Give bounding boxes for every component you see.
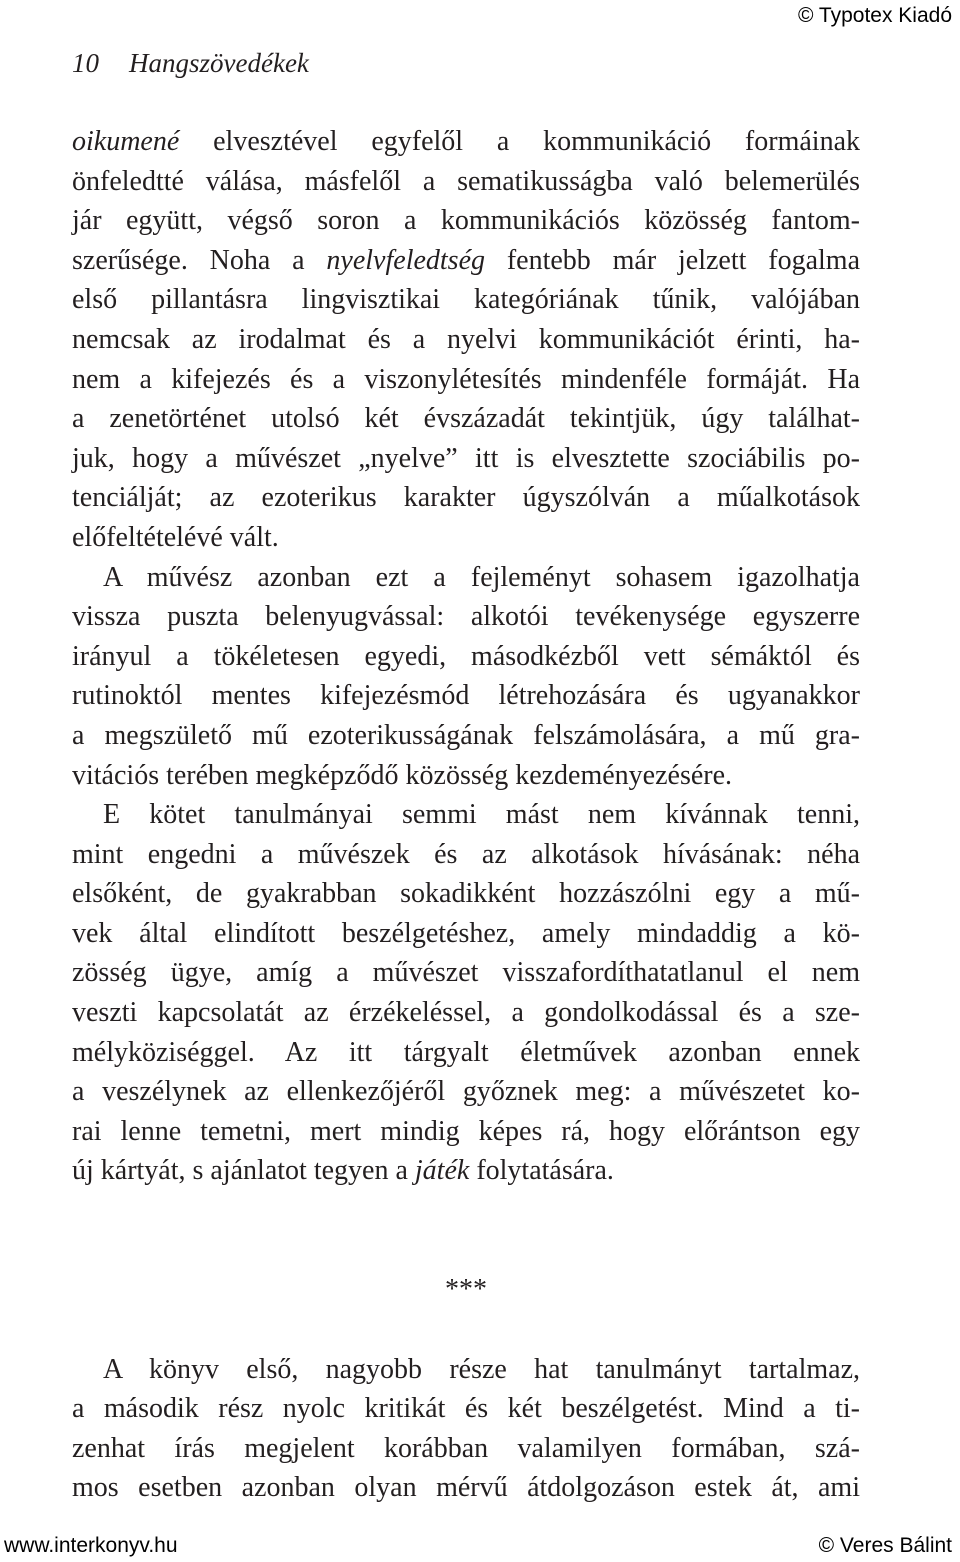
text-line [72,399,860,439]
text-segment: új kártyát, s ajánlatot tegyen a [72,1155,415,1187]
page-number: 10 [72,48,99,78]
page-body [72,122,860,1508]
text-segment: vek által elindított beszélgetéshez, amely mindaddig a kö- [72,917,860,949]
text-segment: E kötet tanulmányai semmi mást nem kívánnak tenni, [103,799,860,831]
text-line [72,756,860,796]
text-segment: vitációs terében megképződő közösség kezdeményezésére. [72,759,733,791]
text-line [72,676,860,716]
website-link[interactable]: www.interkonyv.hu [4,1534,178,1557]
text-segment: nemcsak az irodalmat és a nyelvi kommunikációt érinti, ha- [72,323,860,355]
text-segment: első pillantásra lingvisztikai kategóriának tűnik, valójában [72,284,860,316]
text-line [72,1429,860,1469]
text-line [72,993,860,1033]
text-segment: A könyv első, nagyobb része hat tanulmányt tartalmaz, [103,1353,860,1385]
text-segment: irányul a tökéletesen egyedi, másodkézből vett sémáktól és [72,640,860,672]
text-line [72,914,860,954]
text-segment: A művész azonban ezt a fejleményt sohasem igazolhatja [103,561,860,593]
text-line [72,1033,860,1073]
paragraph [72,1350,860,1508]
text-line [72,874,860,914]
text-segment: mos esetben azonban olyan mérvű átdolgozáson estek át, ami [72,1472,860,1504]
italic-term: nyelvfeledtség [326,244,486,276]
copyright-author: © Veres Bálint [818,1534,952,1557]
text-segment: folytatására. [469,1155,614,1187]
running-header [72,48,309,79]
text-line [72,122,860,162]
paragraph [72,795,860,1191]
text-segment: mélyköziséggel. Az itt tárgyalt életművek azonban ennek [72,1036,860,1068]
text-line [72,795,860,835]
running-title: Hangszövedékek [129,48,309,78]
text-segment: vissza puszta belenyugvással: alkotói tevékenysége egyszerre [72,601,860,633]
text-line [72,558,860,598]
text-segment: veszti kapcsolatát az érzékeléssel, a gondolkodással és a sze- [72,997,860,1029]
text-segment: a veszélynek az ellenkezőjéről győznek meg: a művészetet ko- [72,1076,860,1108]
text-segment: juk, hogy a művészet „nyelve” itt is elvesztette szociábilis po- [72,442,860,474]
text-line [72,201,860,241]
text-segment: a zenetörténet utolsó két évszázadát tekintjük, úgy találhat- [72,403,860,435]
italic-term: játék [414,1155,470,1187]
text-line [72,1112,860,1152]
text-segment: a második rész nyolc kritikát és két beszélgetést. Mind a ti- [72,1393,860,1425]
text-segment: jár együtt, végső soron a kommunikációs közösség fantom- [72,205,860,237]
copyright-publisher: © Typotex Kiadó [797,4,952,27]
text-line [72,439,860,479]
text-segment: elsőként, de gyakrabban sokadikként hozzászólni egy a mű- [72,878,860,910]
text-segment: előfeltételévé vált. [72,521,279,553]
text-line [72,320,860,360]
text-line [72,1072,860,1112]
text-segment: szerűsége. Noha a [72,244,327,276]
text-line [72,953,860,993]
text-line [72,162,860,202]
text-segment: zösség ügye, amíg a művészet visszafordíthatatlanul el nem [72,957,860,989]
text-line [72,478,860,518]
text-segment: tenciálját; az ezoterikus karakter úgyszólván a műalkotások [72,482,860,514]
text-line [72,280,860,320]
text-segment: mint engedni a művészek és az alkotások hívásának: néha [72,838,860,870]
italic-term: oikumené [72,126,180,157]
text-segment: rai lenne temetni, mert mindig képes rá, hogy előrántson egy [72,1115,860,1147]
text-line [72,835,860,875]
paragraph [72,558,860,796]
text-segment: elvesztével egyfelől a kommunikáció formáinak [179,126,860,157]
text-line [72,637,860,677]
text-line [72,597,860,637]
text-line [72,518,860,558]
paragraph [72,122,860,558]
text-segment: zenhat írás megjelent korábban valamilyen formában, szá- [72,1432,860,1464]
text-segment: rutinoktól mentes kifejezésmód létrehozására és ugyanakkor [72,680,860,712]
text-line [72,716,860,756]
text-segment: önfeledtté válása, másfelől a sematikusságba való belemerülés [72,165,860,197]
text-line [72,1468,860,1508]
text-line [72,241,860,281]
text-line [72,1151,860,1191]
text-segment: nem a kifejezés és a viszonylétesítés mindenféle formáját. Ha [72,363,860,395]
text-line [72,1350,860,1390]
section-separator: *** [445,1274,487,1306]
text-segment: a megszülető mű ezoterikusságának felszámolására, a mű gra- [72,719,860,751]
text-segment: fentebb már jelzett fogalma [485,244,860,276]
text-line [72,1389,860,1429]
text-line [72,360,860,400]
